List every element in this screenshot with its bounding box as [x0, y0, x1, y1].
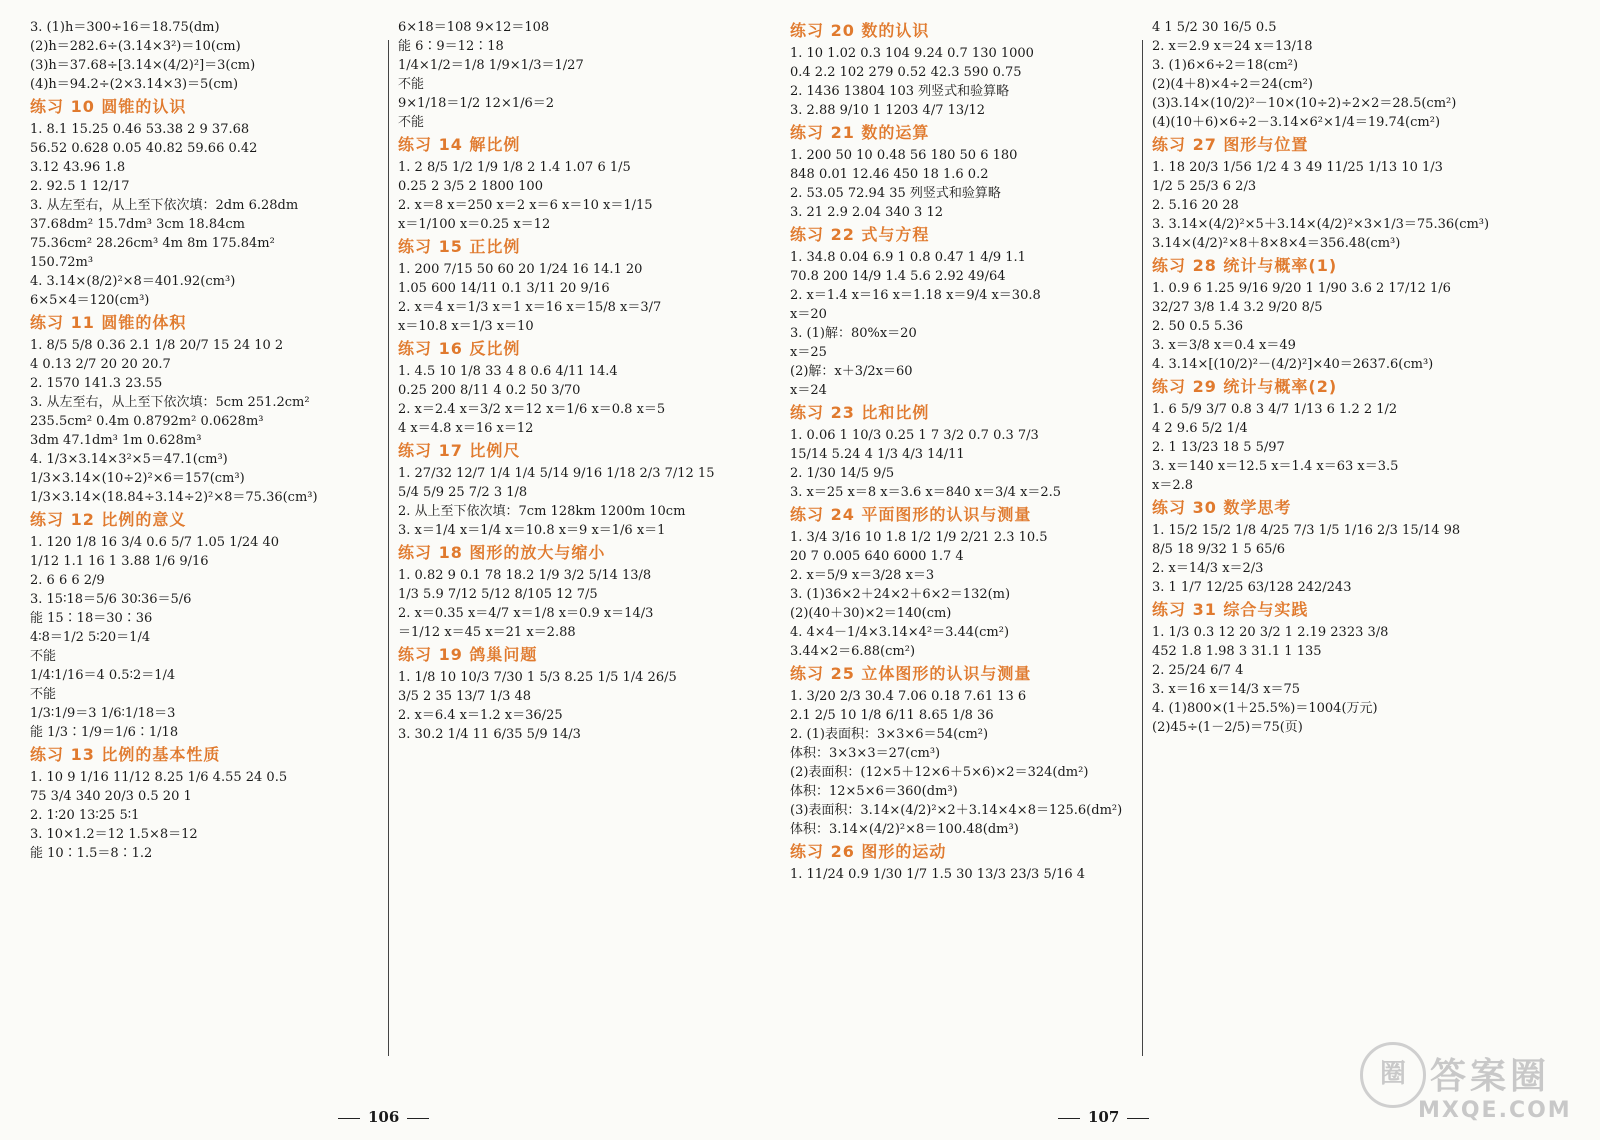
section-heading: 练习 28 统计与概率(1): [1152, 256, 1338, 275]
answer-line: 2. 50 0.5 5.36: [1152, 319, 1243, 334]
answer-line: (2)h＝282.6÷(3.14×3²)＝10(cm): [30, 39, 241, 54]
right-column-1: [790, 18, 1135, 1096]
answer-line: 3. 30.2 1/4 11 6/35 5/9 14/3: [398, 727, 581, 742]
answer-line: 能 10∶1.5＝8∶1.2: [30, 846, 153, 861]
answer-line: 3. (1)6×6÷2＝18(cm²): [1152, 58, 1299, 73]
answer-line: 1. 10 1.02 0.3 104 9.24 0.7 130 1000: [790, 46, 1034, 61]
answer-line: 3. (1)解：80%x＝20: [790, 326, 917, 341]
answer-line: x＝2.8: [1152, 478, 1194, 493]
answer-line: 1/12 1.1 16 1 3.88 1/6 9/16: [30, 554, 209, 569]
answer-line: x＝24: [790, 383, 827, 398]
answer-line: ＝1/12 x＝45 x＝21 x＝2.88: [398, 625, 576, 640]
answer-line: 9×1/18＝1/2 12×1/6＝2: [398, 96, 555, 111]
answer-line: 4 2 9.6 5/2 1/4: [1152, 421, 1248, 436]
section-heading: 练习 23 比和比例: [790, 403, 930, 422]
answer-line: 6×18＝108 9×12＝108: [398, 20, 550, 35]
answer-line: 2. 92.5 1 12/17: [30, 179, 130, 194]
answer-line: 1. 1/3 0.3 12 20 3/2 1 2.19 2323 3/8: [1152, 625, 1389, 640]
answer-line: (4)(10＋6)×6÷2－3.14×6²×1/4＝19.74(cm²): [1152, 115, 1441, 130]
answer-line: 3. 从左至右，从上至下依次填：5cm 251.2cm²: [30, 395, 310, 410]
answer-line: 452 1.8 1.98 3 31.1 1 135: [1152, 644, 1322, 659]
answer-line: 不能: [398, 115, 425, 130]
answer-line: 3.12 43.96 1.8: [30, 160, 126, 175]
answer-line: 1. 15/2 15/2 1/8 4/25 7/3 1/5 1/16 2/3 15/14 98: [1152, 523, 1461, 538]
answer-line: (2)解：x＋3/2x＝60: [790, 364, 913, 379]
answer-line: 3.14×(4/2)²×8＋8×8×4＝356.48(cm³): [1152, 236, 1401, 251]
section-heading: 练习 30 数学思考: [1152, 498, 1292, 517]
left-page: [30, 18, 775, 1126]
answer-line: 20 7 0.005 640 6000 1.7 4: [790, 549, 964, 564]
watermark-seal-icon: 圈: [1360, 1042, 1426, 1108]
answer-line: (3)h＝37.68÷[3.14×(4/2)²]＝3(cm): [30, 58, 256, 73]
answer-line: 3. 15∶18＝5/6 30∶36＝5/6: [30, 592, 192, 607]
answer-line: (3)表面积：3.14×(4/2)²×2＋3.14×4×8＝125.6(dm²): [790, 803, 1123, 818]
answer-line: 1. 0.06 1 10/3 0.25 1 7 3/2 0.7 0.3 7/3: [790, 428, 1039, 443]
answer-line: 5/4 5/9 25 7/2 3 1/8: [398, 485, 528, 500]
answer-line: 2. x＝5/9 x＝3/28 x＝3: [790, 568, 935, 583]
answer-line: 1. 8/5 5/8 0.36 2.1 1/8 20/7 15 24 10 2: [30, 338, 284, 353]
answer-line: 3. 从左至右，从上至下依次填：2dm 6.28dm: [30, 198, 299, 213]
answer-line: 不能: [30, 687, 57, 702]
answer-line: 1. 0.9 6 1.25 9/16 9/20 1 1/90 3.6 2 17/12 1/6: [1152, 281, 1451, 296]
answer-line: 4∶8＝1/2 5∶20＝1/4: [30, 630, 151, 645]
watermark-logo: [1360, 1042, 1580, 1132]
answer-line: 3.44×2＝6.88(cm²): [790, 644, 916, 659]
answer-line: 2. (1)表面积：3×3×6＝54(cm²): [790, 727, 989, 742]
answer-line: 1. 3/4 3/16 10 1.8 1/2 1/9 2/21 2.3 10.5: [790, 530, 1048, 545]
answer-line: (3)3.14×(10/2)²－10×(10÷2)÷2×2＝28.5(cm²): [1152, 96, 1457, 111]
answer-line: 1/4×1/2＝1/8 1/9×1/3＝1/27: [398, 58, 584, 73]
answer-line: 848 0.01 12.46 450 18 1.6 0.2: [790, 167, 989, 182]
answer-line: 1. 27/32 12/7 1/4 1/4 5/14 9/16 1/18 2/3 7/12 15: [398, 466, 715, 481]
answer-line: 3. 2.88 9/10 1 1203 4/7 13/12: [790, 103, 986, 118]
answer-line: 2. x＝4 x＝1/3 x＝1 x＝16 x＝15/8 x＝3/7: [398, 300, 662, 315]
answer-line: 1/3 5.9 7/12 5/12 8/105 12 7/5: [398, 587, 598, 602]
answer-line: 体积：3×3×3＝27(cm³): [790, 746, 941, 761]
answer-line: 1/2 5 25/3 6 2/3: [1152, 179, 1257, 194]
column-divider: [388, 40, 389, 1056]
answer-line: x＝25: [790, 345, 827, 360]
section-heading: 练习 18 图形的放大与缩小: [398, 543, 606, 562]
answer-line: 3. (1)h＝300÷16＝18.75(dm): [30, 20, 220, 35]
answer-line: 4 1 5/2 30 16/5 0.5: [1152, 20, 1277, 35]
answer-line: 2. x＝2.9 x＝24 x＝13/18: [1152, 39, 1313, 54]
answer-line: 0.25 2 3/5 2 1800 100: [398, 179, 543, 194]
section-heading: 练习 26 图形的运动: [790, 842, 947, 861]
section-heading: 练习 12 比例的意义: [30, 510, 187, 529]
section-heading: 练习 22 式与方程: [790, 225, 930, 244]
answer-line: (2)45÷(1－2/5)＝75(页): [1152, 720, 1303, 735]
answer-line: x＝1/100 x＝0.25 x＝12: [398, 217, 551, 232]
answer-line: 3. (1)36×2＋24×2＋6×2＝132(m): [790, 587, 1011, 602]
answer-line: 2. 25/24 6/7 4: [1152, 663, 1244, 678]
answer-line: 3. x＝25 x＝8 x＝3.6 x＝840 x＝3/4 x＝2.5: [790, 485, 1062, 500]
answer-line: (4)h＝94.2÷(2×3.14×3)＝5(cm): [30, 77, 239, 92]
answer-line: 3. x＝3/8 x＝0.4 x＝49: [1152, 338, 1296, 353]
section-heading: 练习 25 立体图形的认识与测量: [790, 664, 1032, 683]
answer-line: (2)(40＋30)×2＝140(cm): [790, 606, 952, 621]
answer-line: 1. 3/20 2/3 30.4 7.06 0.18 7.61 13 6: [790, 689, 1027, 704]
answer-line: 3. x＝1/4 x＝1/4 x＝10.8 x＝9 x＝1/6 x＝1: [398, 523, 666, 538]
answer-line: 2. 1570 141.3 23.55: [30, 376, 163, 391]
section-heading: 练习 19 鸽巢问题: [398, 645, 538, 664]
answer-line: 1/3×3.14×(18.84÷3.14÷2)²×8＝75.36(cm³): [30, 490, 318, 505]
answer-line: 2. 1436 13804 103 列竖式和验算略: [790, 84, 1010, 99]
answer-line: 75 3/4 340 20/3 0.5 20 1: [30, 789, 192, 804]
answer-line: 1.05 600 14/11 0.1 3/11 20 9/16: [398, 281, 610, 296]
answer-line: 1. 200 7/15 50 60 20 1/24 16 14.1 20: [398, 262, 643, 277]
section-heading: 练习 31 综合与实践: [1152, 600, 1309, 619]
answer-line: 1. 6 5/9 3/7 0.8 3 4/7 1/13 6 1.2 2 1/2: [1152, 402, 1398, 417]
answer-line: 1. 11/24 0.9 1/30 1/7 1.5 30 13/3 23/3 5/16 4: [790, 867, 1086, 882]
answer-line: 56.52 0.628 0.05 40.82 59.66 0.42: [30, 141, 258, 156]
answer-line: 235.5cm² 0.4m 0.8792m² 0.0628m³: [30, 414, 264, 429]
answer-line: 3. 1 1/7 12/25 63/128 242/243: [1152, 580, 1352, 595]
page-number-right: 107: [1050, 1108, 1157, 1126]
answer-line: 150.72m³: [30, 255, 94, 270]
left-column-1: [30, 18, 375, 1096]
section-heading: 练习 15 正比例: [398, 237, 521, 256]
answer-line: x＝10.8 x＝1/3 x＝10: [398, 319, 534, 334]
answer-line: 37.68dm² 15.7dm³ 3cm 18.84cm: [30, 217, 245, 232]
answer-line: 70.8 200 14/9 1.4 5.6 2.92 49/64: [790, 269, 1006, 284]
answer-line: 1. 1/8 10 10/3 7/30 1 5/3 8.25 1/5 1/4 26/5: [398, 670, 677, 685]
answer-line: 1. 0.82 9 0.1 78 18.2 1/9 3/2 5/14 13/8: [398, 568, 652, 583]
answer-line: 4. 4×4－1/4×3.14×4²＝3.44(cm²): [790, 625, 1010, 640]
answer-line: 8/5 18 9/32 1 5 65/6: [1152, 542, 1286, 557]
answer-line: 能 15∶18＝30∶36: [30, 611, 153, 626]
answer-line: 4. 3.14×(8/2)²×8＝401.92(cm³): [30, 274, 236, 289]
section-heading: 练习 27 图形与位置: [1152, 135, 1309, 154]
answer-line: 3dm 47.1dm³ 1m 0.628m³: [30, 433, 202, 448]
answer-line: (2)表面积：(12×5＋12×6＋5×6)×2＝324(dm²): [790, 765, 1089, 780]
answer-line: 体积：12×5×6＝360(dm³): [790, 784, 958, 799]
answer-line: 2. 1/30 14/5 9/5: [790, 466, 895, 481]
right-column-2: [1152, 18, 1577, 1096]
answer-line: 3. x＝16 x＝14/3 x＝75: [1152, 682, 1301, 697]
answer-line: 2. 从上至下依次填：7cm 128km 1200m 10cm: [398, 504, 686, 519]
answer-line: 6×5×4＝120(cm³): [30, 293, 150, 308]
answer-line: 4 x＝4.8 x＝16 x＝12: [398, 421, 534, 436]
answer-line: 2. 1 13/23 18 5 5/97: [1152, 440, 1285, 455]
answer-line: 2. x＝2.4 x＝3/2 x＝12 x＝1/6 x＝0.8 x＝5: [398, 402, 666, 417]
section-heading: 练习 14 解比例: [398, 135, 521, 154]
watermark-text: 答案圈: [1430, 1056, 1551, 1097]
left-column-2: [398, 18, 773, 1096]
answer-line: 2. 6 6 6 2/9: [30, 573, 105, 588]
answer-line: 2. 5.16 20 28: [1152, 198, 1239, 213]
answer-line: 2. 1∶20 13∶25 5∶1: [30, 808, 140, 823]
watermark-url: MXQE.COM: [1418, 1098, 1572, 1123]
answer-line: 2.1 2/5 10 1/8 6/11 8.65 1/8 36: [790, 708, 994, 723]
answer-line: 3. x＝140 x＝12.5 x＝1.4 x＝63 x＝3.5: [1152, 459, 1399, 474]
answer-line: 3. 3.14×(4/2)²×5＋3.14×(4/2)²×3×1/3＝75.36(cm³): [1152, 217, 1490, 232]
answer-line: 2. x＝6.4 x＝1.2 x＝36/25: [398, 708, 563, 723]
answer-line: 2. x＝1.4 x＝16 x＝1.18 x＝9/4 x＝30.8: [790, 288, 1041, 303]
answer-line: 1. 34.8 0.04 6.9 1 0.8 0.47 1 4/9 1.1: [790, 250, 1026, 265]
section-heading: 练习 11 圆锥的体积: [30, 313, 187, 332]
answer-line: 32/27 3/8 1.4 3.2 9/20 8/5: [1152, 300, 1323, 315]
section-heading: 练习 21 数的运算: [790, 123, 930, 142]
answer-line: 能 1/3∶1/9＝1/6∶1/18: [30, 725, 179, 740]
answer-line: 1. 4.5 10 1/8 33 4 8 0.6 4/11 14.4: [398, 364, 618, 379]
answer-line: 75.36cm² 28.26cm³ 4m 8m 175.84m²: [30, 236, 275, 251]
section-heading: 练习 29 统计与概率(2): [1152, 377, 1338, 396]
answer-line: (2)(4＋8)×4÷2＝24(cm²): [1152, 77, 1313, 92]
answer-line: 1. 200 50 10 0.48 56 180 50 6 180: [790, 148, 1018, 163]
section-heading: 练习 16 反比例: [398, 339, 521, 358]
section-heading: 练习 10 圆锥的认识: [30, 97, 187, 116]
answer-line: 3/5 2 35 13/7 1/3 48: [398, 689, 532, 704]
answer-line: 4 0.13 2/7 20 20 20.7: [30, 357, 171, 372]
answer-line: 15/14 5.24 4 1/3 4/3 14/11: [790, 447, 965, 462]
answer-line: 2. x＝14/3 x＝2/3: [1152, 561, 1264, 576]
answer-line: 不能: [398, 77, 425, 92]
section-heading: 练习 17 比例尺: [398, 441, 521, 460]
answer-line: 0.25 200 8/11 4 0.2 50 3/70: [398, 383, 581, 398]
answer-line: 1. 8.1 15.25 0.46 53.38 2 9 37.68: [30, 122, 250, 137]
section-heading: 练习 20 数的认识: [790, 21, 930, 40]
section-heading: 练习 13 比例的基本性质: [30, 745, 221, 764]
answer-line: 1. 18 20/3 1/56 1/2 4 3 49 11/25 1/13 10 1/3: [1152, 160, 1443, 175]
answer-line: 1/3×3.14×(10÷2)²×6＝157(cm³): [30, 471, 245, 486]
section-heading: 练习 24 平面图形的认识与测量: [790, 505, 1032, 524]
answer-line: 4. 3.14×[(10/2)²－(4/2)²]×40＝2637.6(cm³): [1152, 357, 1434, 372]
answer-line: 2. 53.05 72.94 35 列竖式和验算略: [790, 186, 1001, 201]
answer-line: 3. 10×1.2＝12 1.5×8＝12: [30, 827, 198, 842]
answer-line: 1/4∶1/16＝4 0.5∶2＝1/4: [30, 668, 176, 683]
answer-line: 体积：3.14×(4/2)²×8＝100.48(dm³): [790, 822, 1019, 837]
answer-line: 2. x＝0.35 x＝4/7 x＝1/8 x＝0.9 x＝14/3: [398, 606, 654, 621]
answer-line: 2. x＝8 x＝250 x＝2 x＝6 x＝10 x＝1/15: [398, 198, 653, 213]
answer-line: 1. 10 9 1/16 11/12 8.25 1/6 4.55 24 0.5: [30, 770, 288, 785]
answer-line: 4. (1)800×(1＋25.5%)＝1004(万元): [1152, 701, 1378, 716]
answer-line: 能 6∶9＝12∶18: [398, 39, 504, 54]
answer-line: 1. 2 8/5 1/2 1/9 1/8 2 1.4 1.07 6 1/5: [398, 160, 631, 175]
answer-line: 1. 120 1/8 16 3/4 0.6 5/7 1.05 1/24 40: [30, 535, 280, 550]
page-number-left: 106: [330, 1108, 437, 1126]
answer-line: 4. 1/3×3.14×3²×5＝47.1(cm³): [30, 452, 228, 467]
answer-line: 3. 21 2.9 2.04 340 3 12: [790, 205, 943, 220]
answer-line: 不能: [30, 649, 57, 664]
answer-line: x＝20: [790, 307, 827, 322]
column-divider: [1142, 40, 1143, 1056]
answer-line: 1/3∶1/9＝3 1/6∶1/18＝3: [30, 706, 176, 721]
answer-line: 0.4 2.2 102 279 0.52 42.3 590 0.75: [790, 65, 1022, 80]
